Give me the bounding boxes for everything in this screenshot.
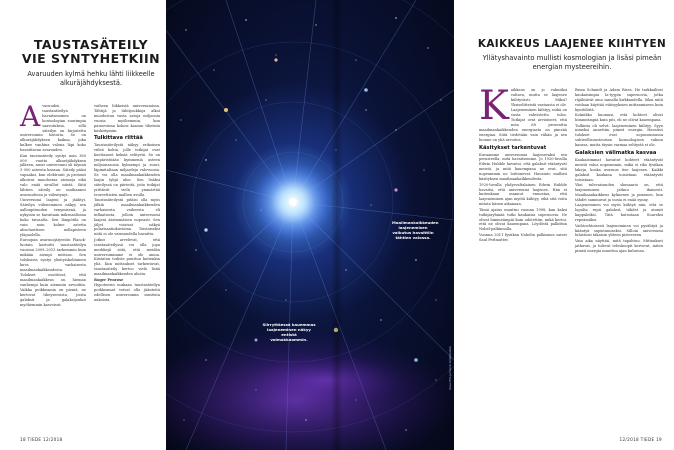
paragraph-bold-name: Roger Penrose xyxy=(94,277,124,282)
paragraph: Kun taustasäteily syntyi noin 380 000 vuotta alkuräjähdyksen jälkeen, nuori universumi oli täynnä 3 000 asteista kaasua. Säteily pääsi vapaaksi, kun elektronit ja protonit alkoivat muodostaa atomeja eikä valo enää siroillut niistä. Siitä lähtien säteily on matkannut avaruudessa ja viilentynyt. xyxy=(20,153,86,197)
paragraph: Kolmikko huomasi, että kohteet olivat himmeämpiä kuin piti, eli ne olivat kauempana. xyxy=(575,113,663,123)
paragraph: Brian Schmidt ja Adam Riess. He tarkkailivat kaukaisimpia Ia-tyypin supernovia, jotka räjähtävät aina samalla kirkkaudella. Siksi niitä voidaan käyttää etäisyyksien mittaamiseen kuin kynttilöitä. xyxy=(575,88,663,112)
paragraph: varuuden taustasäteilyn havaitseminen on kosmologian suurimpia saavutuksia, sillä säteilyn on kirjoitettu universumin historia. Se on alkuräjähdyksen kaikua, joka kulkee vanhina valona läpi koko havaittavan avaruuden. xyxy=(20,104,86,153)
dropcap-a: A xyxy=(20,100,41,133)
paragraph: Laajeneminen voi myös kiihtyä niin, että se lopulta repii galaksit, tähdet ja atomit kappaleiksi. Tätä kutsutaan Suureksi repeämäksi. xyxy=(575,203,663,223)
paragraph: Vaihtoehtoisesti laajeneminen voi pysähtyä ja kääntyä supistumiseksi. Silloin universumi luhistuisi takaisin yhteen pisteeseen. xyxy=(575,223,663,238)
left-headline: TAUSTASÄTEILY VIE SYNTYHETKIIN xyxy=(21,37,161,66)
paragraph: Taustasäteilystä näkyy erikoinen viileä kohta, jolle tutkijat ovat koettaneet keksiä selitystä. Se on ympäristöään kymmeniä asteen miljoonasosia kylmempi ja suuri, läpimitaltaan miljardeja valovuosia. Se voi olla maailmankaikkeuden laajin tyhjä alue. Sen lisäksi säteilyssä on piirteitä, joita tutkijat yrittävät vielä ymmärtää teoreettisten mallien avulla. xyxy=(94,143,160,197)
left-column-1 xyxy=(20,100,86,308)
left-column-2 xyxy=(94,104,160,303)
paragraph: 1920-luvulla yhdysvaltalainen Edwin Hubble havaitsi, että universumi laajenee. Hän ei kuitenkaan osannut ennustaa, että laajeneminen ajan myötä kiihtyy, eikä sitä voitu mitata hänen aikanaan. xyxy=(479,182,567,207)
paragraph: Vuonna 2011 fysiikan Nobelin palkinnon saivat Saul Perlmutter, xyxy=(479,232,567,242)
right-column-2 xyxy=(575,88,663,254)
paragraph: Universumi laajeni ja jäähtyi. Säteilyn viileneminen näkyy sen aallonpituuden venymisenä, ja nykyisin se havaitaan mikroaaltoina koko taivaalta. Sen lämpötila on vain noin kolme astetta absoluuttisen nollapisteen yläpuolella. xyxy=(20,198,86,237)
left-subtitle: Avaruuden kylmä hehku lähti liikkeelle alkuräjähdyksestä. xyxy=(27,70,155,87)
paragraph: Yksi tulevaisuuden skenaario on, että laajeneminen jatkuu ikuisesti. Maailmankaikkeus kylmenee ja pimenee, kun tähdet sammuvat ja uusia ei enää synny. xyxy=(575,183,663,202)
paragraph: Kuvaamme universumia laajenevaksi sen perusteella, mitä havaitsemme. Jo 1920-luvulla Edwin Hubble havaitsi, että galaksit etääntyvät meistä, ja mitä kauempana ne ovat, sitä nopeammin ne loittonevat. Havainto mullisti käsityksen maailmankaikkeudesta. xyxy=(479,152,567,182)
right-column-1 xyxy=(479,83,567,243)
paragraph: vaiheen liikkeistä universumissa. Tähtijä ja tähtijoukkoja alkoi muodostua vasta satoja miljoonia vuosia myöhemmin, kun painovoima kokosi kaasun tiheisiin keskittymiin. xyxy=(94,104,160,133)
page-gutter xyxy=(331,0,343,450)
dropcap-k: K xyxy=(479,83,509,129)
right-folio: 12/2018 TIEDE 19 xyxy=(619,437,662,442)
subheading: Tulkittava riittää xyxy=(94,135,143,142)
paragraph: Euroopan avaruusjärjestön Planck-luotain kartoitti taustasäteilyn vuosina 2009–2013 tarkemmin kuin mikään aiempi mittaus. Sen tuloksista syntyi yksityiskohtainen kuva varhaisesta maailmankaikkeudesta. xyxy=(20,238,86,272)
paragraph: Tulokset osoittivat, että maailmankaikkeus on hieman vanhempi kuin aiemmin arvioitiin. Vaikka poikkeamia on pieniä, ne kertovat tiheyseroista, joista galaksit ja galaksijoukot myöhemmin kasvoivat. xyxy=(20,273,86,307)
left-folio: 18 TIEDE 12/2018 xyxy=(20,437,63,442)
paragraph: Kaukaisimmat havaitut kohteet etääntyvät meistä valoa nopeammin, mikä ei riko fysiikan lakeja, koska avaruus itse laajenee. Kaikki galaksit kaukana toisistaan etääntyvät toisistaan. xyxy=(575,158,663,182)
paragraph: Tämä ajatus muuttui vuonna 1998, kun kaksi tutkijaryhmää tutki kaukaisia supernovia. Ne olivat himmeämpiä kuin odotettiin, mikä kertoi, että ne olivat kauempana. Löydöstä palkittiin Nobel-palkinnolla. xyxy=(479,207,567,232)
space-illustration xyxy=(166,0,454,450)
space-caption-1: Maailmankaikkeuden laajenemisen vaikutus havaittiin tähtien valossa. xyxy=(392,220,439,240)
paragraph: Jotkut arvelevat, että taustasäteilyssä voi olla jopa merkkejä siitä, että meidän universumimme ei ole ainoa. Kiistaton todiste puuttuu kuitenkin yhä. Kun mittaukset tarkentuvat, taustasäteily kertoo vielä lisää maailmankaikkeuden alusta. xyxy=(94,237,160,277)
big-bang-core xyxy=(289,198,297,206)
paragraph: Hypoteesin mukaan taustasäteilyn poikkeamat voivat olla jäänteitä edellisen universumin mustista aukoista. xyxy=(94,283,160,302)
image-credit: Kuva: ESA ja Planck Collaboration xyxy=(449,346,452,390)
space-caption-2: Siirryttäessä kauemmas laajeneminen näkyy entistä voimakkaammin. xyxy=(262,322,316,342)
paragraph: Taustasäteilystä pitäisi olla myös jälkiä maailmankaikkeuden varhaisesta vaiheesta eli inflaatiosta, jolloin universumi laajeni äärimmäisen nopeasti. Sen jäljet voisivat näkyä polarisaatiokuvioina. Toistaiseksi niitä ei ole varmuudella havaittu. xyxy=(94,198,160,237)
right-headline: KAIKKEUS LAAJENEE KIIHTYEN xyxy=(477,38,667,50)
paragraph: Vain aika näyttää, mitä tapahtuu. Mittaukset jatkuvat, ja tulevat teleskoopit kertovat, miten pimeä energia muuttuu ajan kuluessa. xyxy=(575,238,663,253)
subheading: Galaksien välimatka kasvaa xyxy=(575,150,657,157)
right-subtitle: Yllätyshavainto mullisti kosmologian ja lisäsi pimeän energian mysteereihin. xyxy=(482,54,662,71)
paragraph: Tulkinta oli selvä: laajeneminen kiihtyy. Syyn nimeksi annettiin pimeä energia. Havaitut tulokset ovat sopusoinnussa suhteellisuusteorian kosmologisen vakion kanssa, mutta täysin varmaa selitystä ei ole. xyxy=(575,123,663,148)
paragraph: aikkeus on jo valmiiksi valtava, mutta se laajenee kiihtyvästi. Miksi? Yksiselitteistä vastausta ei ole. xyxy=(510,88,567,107)
subheading: Käsitykset tarkentuvat xyxy=(479,144,547,151)
paragraph: Laajeneminen kiihtyy, mikä on vasta vahvistettu tulos. Tutkijat ovat arvioineet, että noin 68 prosenttia maailmankaikkeuden energiasta on pimeää energiaa. Siitä tiedetään vain vähän ja sen luonne on yhä arvoitus. xyxy=(479,108,567,142)
